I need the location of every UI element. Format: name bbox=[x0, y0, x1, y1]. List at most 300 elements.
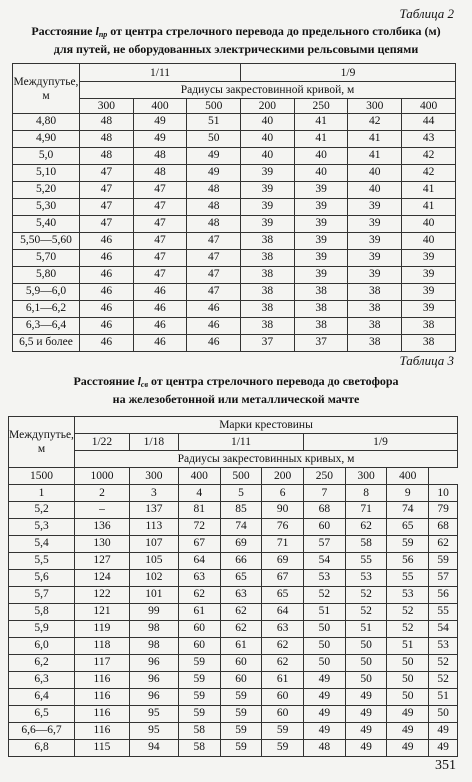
table3-mezh-cell: 5,4 bbox=[9, 536, 75, 553]
table3-value-cell: 49 bbox=[304, 689, 346, 706]
table2-mezh-cell: 6,1—6,2 bbox=[13, 301, 80, 318]
table3-value-cell: 85 bbox=[220, 502, 262, 519]
table3-value-cell: 50 bbox=[345, 638, 387, 655]
table3-value-cell: 95 bbox=[129, 723, 178, 740]
table3-value-cell: 59 bbox=[262, 740, 304, 757]
table3-value-cell: 60 bbox=[220, 655, 262, 672]
table3-value-cell: 56 bbox=[387, 553, 429, 570]
table3-radius-header: 400 bbox=[178, 468, 220, 485]
table3-value-cell: 49 bbox=[345, 689, 387, 706]
table2-value-cell: 38 bbox=[241, 301, 295, 318]
table3-value-cell: 62 bbox=[262, 638, 304, 655]
table3-value-cell: 50 bbox=[345, 672, 387, 689]
table2-radius-header: 300 bbox=[348, 99, 402, 114]
table3-value-cell: 60 bbox=[262, 689, 304, 706]
table2-value-cell: 39 bbox=[241, 216, 295, 233]
table3-value-cell: 52 bbox=[387, 604, 429, 621]
table3-value-cell: 59 bbox=[387, 536, 429, 553]
table3-value-cell: 51 bbox=[345, 621, 387, 638]
table3-value-cell: 116 bbox=[75, 706, 130, 723]
table2-value-cell: 38 bbox=[348, 284, 402, 301]
table3-radius-header: 300 bbox=[129, 468, 178, 485]
table3-value-cell: 61 bbox=[178, 604, 220, 621]
table3-value-cell: 50 bbox=[345, 655, 387, 672]
table2-value-cell: 40 bbox=[348, 182, 402, 199]
table3-radius-header: 1000 bbox=[75, 468, 130, 485]
table-row bbox=[9, 502, 458, 519]
table3-caption-sub: св bbox=[140, 380, 149, 389]
table3-value-cell: 50 bbox=[387, 655, 429, 672]
table3-column-number: 9 bbox=[387, 485, 429, 502]
table-row bbox=[9, 723, 458, 740]
table-row bbox=[9, 519, 458, 536]
table2-value-cell: 47 bbox=[80, 199, 134, 216]
table3-value-cell: 48 bbox=[304, 740, 346, 757]
table3-column-number: 2 bbox=[75, 485, 130, 502]
table3-value-cell: 98 bbox=[129, 621, 178, 638]
table3-value-cell: 59 bbox=[429, 553, 458, 570]
table3-value-cell: 52 bbox=[345, 604, 387, 621]
table3-value-cell: 122 bbox=[75, 587, 130, 604]
table2-value-cell: 42 bbox=[348, 114, 402, 131]
table3-radius-header: 500 bbox=[220, 468, 262, 485]
table3-value-cell: 49 bbox=[387, 740, 429, 757]
table3-value-cell: 59 bbox=[178, 672, 220, 689]
table2-value-cell: 48 bbox=[187, 216, 241, 233]
table3-value-cell: 49 bbox=[387, 706, 429, 723]
table2-value-cell: 39 bbox=[348, 233, 402, 250]
table2-value-cell: 47 bbox=[133, 216, 187, 233]
table3-column-number: 4 bbox=[178, 485, 220, 502]
table3-value-cell: 124 bbox=[75, 570, 130, 587]
table3-column-number: 7 bbox=[304, 485, 346, 502]
table3-value-cell: 59 bbox=[178, 689, 220, 706]
table2-value-cell: 47 bbox=[133, 182, 187, 199]
table2-value-cell: 47 bbox=[80, 165, 134, 182]
table2-value-cell: 48 bbox=[80, 131, 134, 148]
table2-radius-header: 300 bbox=[80, 99, 134, 114]
table3-caption-prefix: Расстояние bbox=[73, 374, 138, 388]
table2-value-cell: 41 bbox=[348, 131, 402, 148]
table2-value-cell: 40 bbox=[348, 165, 402, 182]
table-row bbox=[13, 199, 456, 216]
table3-value-cell: 121 bbox=[75, 604, 130, 621]
table2-value-cell: 49 bbox=[133, 114, 187, 131]
table3-value-cell: 50 bbox=[387, 672, 429, 689]
table2-value-cell: 47 bbox=[187, 284, 241, 301]
table2-mezh-cell: 5,10 bbox=[13, 165, 80, 182]
table2-value-cell: 39 bbox=[294, 250, 348, 267]
table3-value-cell: 53 bbox=[429, 638, 458, 655]
table3-value-cell: 105 bbox=[129, 553, 178, 570]
table2-value-cell: 38 bbox=[241, 318, 295, 335]
table2-value-cell: 46 bbox=[187, 335, 241, 352]
table-row bbox=[9, 553, 458, 570]
table3-value-cell: 53 bbox=[387, 587, 429, 604]
table2-value-cell: 39 bbox=[294, 199, 348, 216]
table-row bbox=[13, 182, 456, 199]
table2-value-cell: 48 bbox=[133, 148, 187, 165]
table2-caption-prefix: Расстояние bbox=[31, 24, 96, 38]
table2-radius-header: 250 bbox=[294, 99, 348, 114]
table2-head-mezh: Междупутье, м bbox=[13, 64, 80, 114]
table3-value-cell: 71 bbox=[345, 502, 387, 519]
table2-value-cell: 46 bbox=[133, 335, 187, 352]
table3-value-cell: 57 bbox=[304, 536, 346, 553]
table2-value-cell: 41 bbox=[294, 114, 348, 131]
table3-radius-header: 1500 bbox=[9, 468, 75, 485]
table2-value-cell: 38 bbox=[241, 233, 295, 250]
table2-value-cell: 46 bbox=[133, 318, 187, 335]
table3-value-cell: – bbox=[75, 502, 130, 519]
table3-value-cell: 61 bbox=[262, 672, 304, 689]
table2-group-1-11: 1/11 bbox=[80, 64, 241, 82]
table3-value-cell: 50 bbox=[304, 621, 346, 638]
table-row bbox=[9, 587, 458, 604]
table2-value-cell: 39 bbox=[402, 267, 456, 284]
table3-marks-head: Марки крестовины bbox=[75, 417, 458, 434]
table2-value-cell: 39 bbox=[402, 250, 456, 267]
table-row bbox=[9, 604, 458, 621]
table2-value-cell: 40 bbox=[402, 233, 456, 250]
table-row bbox=[13, 114, 456, 131]
table2-mezh-cell: 6,5 и более bbox=[13, 335, 80, 352]
table2-value-cell: 47 bbox=[187, 233, 241, 250]
table2-mezh-cell: 5,30 bbox=[13, 199, 80, 216]
table3-value-cell: 63 bbox=[262, 621, 304, 638]
table3-column-number: 1 bbox=[9, 485, 75, 502]
table2-caption-line2: для путей, не оборудованных электрическими рельсовыми цепями bbox=[53, 42, 419, 56]
table2-value-cell: 47 bbox=[80, 216, 134, 233]
table3-value-cell: 58 bbox=[178, 723, 220, 740]
table2-caption-suffix: от центра стрелочного перевода до предельного столбика (м) bbox=[107, 24, 441, 38]
table3-value-cell: 61 bbox=[220, 638, 262, 655]
table3-value-cell: 119 bbox=[75, 621, 130, 638]
table-row bbox=[13, 250, 456, 267]
table3-radii-head: Радиусы закрестовинных кривых, м bbox=[75, 451, 458, 468]
table2-value-cell: 39 bbox=[348, 199, 402, 216]
table3-value-cell: 74 bbox=[220, 519, 262, 536]
table3-value-cell: 65 bbox=[387, 519, 429, 536]
table2-mezh-cell: 6,3—6,4 bbox=[13, 318, 80, 335]
table3-value-cell: 59 bbox=[220, 723, 262, 740]
table3-value-cell: 117 bbox=[75, 655, 130, 672]
table2-value-cell: 39 bbox=[294, 233, 348, 250]
table3-value-cell: 136 bbox=[75, 519, 130, 536]
table3-value-cell: 51 bbox=[304, 604, 346, 621]
table3-value-cell: 49 bbox=[429, 740, 458, 757]
table3-value-cell: 95 bbox=[129, 706, 178, 723]
table3-mezh-cell: 5,8 bbox=[9, 604, 75, 621]
table2-value-cell: 39 bbox=[241, 182, 295, 199]
table3-value-cell: 52 bbox=[429, 672, 458, 689]
table3-mezh-cell: 6,0 bbox=[9, 638, 75, 655]
table3-radius-header: 250 bbox=[304, 468, 346, 485]
table3-value-cell: 74 bbox=[387, 502, 429, 519]
table2-mezh-cell: 5,40 bbox=[13, 216, 80, 233]
table3-value-cell: 59 bbox=[220, 706, 262, 723]
table3-value-cell: 63 bbox=[220, 587, 262, 604]
table2-value-cell: 48 bbox=[187, 182, 241, 199]
table2-value-cell: 39 bbox=[294, 182, 348, 199]
table3-value-cell: 90 bbox=[262, 502, 304, 519]
table2-value-cell: 40 bbox=[241, 114, 295, 131]
table3-value-cell: 96 bbox=[129, 655, 178, 672]
table3-caption-suffix: от центра стрелочного перевода до светофора bbox=[148, 374, 399, 388]
table3-mezh-cell: 5,3 bbox=[9, 519, 75, 536]
table3-radius-header: 400 bbox=[387, 468, 429, 485]
table2-value-cell: 39 bbox=[348, 250, 402, 267]
table3-value-cell: 66 bbox=[220, 553, 262, 570]
table2-value-cell: 38 bbox=[294, 301, 348, 318]
table3-value-cell: 52 bbox=[429, 655, 458, 672]
table-row bbox=[9, 740, 458, 757]
table2-value-cell: 38 bbox=[348, 301, 402, 318]
table3-mark-1-9: 1/9 bbox=[304, 434, 458, 451]
table2-value-cell: 39 bbox=[348, 216, 402, 233]
table2-value-cell: 47 bbox=[133, 267, 187, 284]
table2-value-cell: 43 bbox=[402, 131, 456, 148]
table-row bbox=[13, 301, 456, 318]
table3-value-cell: 51 bbox=[429, 689, 458, 706]
table3-head-mezh: Междупутье, м bbox=[9, 417, 75, 468]
table3-value-cell: 118 bbox=[75, 638, 130, 655]
table-row bbox=[13, 284, 456, 301]
table3-value-cell: 96 bbox=[129, 689, 178, 706]
page-number: 351 bbox=[435, 758, 456, 773]
table3-value-cell: 67 bbox=[178, 536, 220, 553]
table3-value-cell: 60 bbox=[178, 638, 220, 655]
table3-value-cell: 137 bbox=[129, 502, 178, 519]
table2-value-cell: 46 bbox=[80, 284, 134, 301]
table3-value-cell: 62 bbox=[220, 604, 262, 621]
table3-value-cell: 49 bbox=[304, 672, 346, 689]
table2-value-cell: 38 bbox=[402, 335, 456, 352]
table2-value-cell: 41 bbox=[402, 199, 456, 216]
table3-value-cell: 52 bbox=[304, 587, 346, 604]
table3-value-cell: 72 bbox=[178, 519, 220, 536]
table3-value-cell: 79 bbox=[429, 502, 458, 519]
table-row bbox=[13, 335, 456, 352]
table3-value-cell: 115 bbox=[75, 740, 130, 757]
table3-value-cell: 59 bbox=[262, 723, 304, 740]
table3-value-cell: 50 bbox=[429, 706, 458, 723]
table3-mezh-cell: 6,8 bbox=[9, 740, 75, 757]
table2-mezh-cell: 5,20 bbox=[13, 182, 80, 199]
table3-value-cell: 55 bbox=[387, 570, 429, 587]
table3-value-cell: 58 bbox=[178, 740, 220, 757]
table2-value-cell: 39 bbox=[241, 199, 295, 216]
table3-value-cell: 53 bbox=[345, 570, 387, 587]
table3-value-cell: 49 bbox=[387, 723, 429, 740]
table3-caption bbox=[0, 374, 472, 407]
table2-value-cell: 46 bbox=[133, 284, 187, 301]
table3 bbox=[8, 416, 458, 757]
table3-value-cell: 63 bbox=[178, 570, 220, 587]
table2-value-cell: 42 bbox=[402, 165, 456, 182]
table3-value-cell: 60 bbox=[220, 672, 262, 689]
table3-value-cell: 60 bbox=[304, 519, 346, 536]
table-row bbox=[13, 165, 456, 182]
table3-value-cell: 116 bbox=[75, 723, 130, 740]
table2-mezh-cell: 4,90 bbox=[13, 131, 80, 148]
table2-value-cell: 41 bbox=[294, 131, 348, 148]
table2-value-cell: 46 bbox=[187, 301, 241, 318]
table2-value-cell: 44 bbox=[402, 114, 456, 131]
table3-value-cell: 65 bbox=[262, 587, 304, 604]
table3-value-cell: 52 bbox=[387, 621, 429, 638]
table3-value-cell: 59 bbox=[178, 655, 220, 672]
table2 bbox=[12, 63, 456, 352]
table2-value-cell: 46 bbox=[80, 318, 134, 335]
table3-value-cell: 50 bbox=[304, 655, 346, 672]
table3-value-cell: 59 bbox=[220, 689, 262, 706]
table2-value-cell: 47 bbox=[187, 267, 241, 284]
table2-radii-head: Радиусы закрестовинной кривой, м bbox=[80, 82, 456, 99]
table2-value-cell: 49 bbox=[187, 148, 241, 165]
table2-radius-header: 400 bbox=[402, 99, 456, 114]
table2-caption-var: l bbox=[95, 24, 99, 38]
table3-value-cell: 50 bbox=[304, 638, 346, 655]
table2-value-cell: 47 bbox=[80, 182, 134, 199]
table3-column-number: 8 bbox=[345, 485, 387, 502]
table3-caption-var: l bbox=[137, 374, 141, 388]
table2-value-cell: 48 bbox=[187, 199, 241, 216]
table3-value-cell: 99 bbox=[129, 604, 178, 621]
table3-mark-1-11: 1/11 bbox=[178, 434, 303, 451]
table2-value-cell: 37 bbox=[294, 335, 348, 352]
table3-column-number: 5 bbox=[220, 485, 262, 502]
table3-value-cell: 113 bbox=[129, 519, 178, 536]
table3-column-number: 3 bbox=[129, 485, 178, 502]
table3-value-cell: 130 bbox=[75, 536, 130, 553]
table3-value-cell: 56 bbox=[429, 587, 458, 604]
table2-value-cell: 39 bbox=[348, 267, 402, 284]
table2-mezh-cell: 5,80 bbox=[13, 267, 80, 284]
table2-value-cell: 40 bbox=[294, 165, 348, 182]
table3-value-cell: 60 bbox=[178, 621, 220, 638]
table-row bbox=[9, 672, 458, 689]
table2-value-cell: 46 bbox=[80, 301, 134, 318]
table3-value-cell: 50 bbox=[387, 689, 429, 706]
table3-value-cell: 59 bbox=[178, 706, 220, 723]
table3-mezh-cell: 6,6—6,7 bbox=[9, 723, 75, 740]
table3-value-cell: 65 bbox=[220, 570, 262, 587]
table3-column-number: 6 bbox=[262, 485, 304, 502]
table2-value-cell: 48 bbox=[133, 165, 187, 182]
table3-value-cell: 68 bbox=[304, 502, 346, 519]
table-row bbox=[9, 655, 458, 672]
table2-value-cell: 40 bbox=[294, 148, 348, 165]
table3-value-cell: 57 bbox=[429, 570, 458, 587]
table3-value-cell: 98 bbox=[129, 638, 178, 655]
table3-value-cell: 94 bbox=[129, 740, 178, 757]
table2-value-cell: 38 bbox=[294, 284, 348, 301]
table3-value-cell: 59 bbox=[220, 740, 262, 757]
table2-mezh-cell: 5,9—6,0 bbox=[13, 284, 80, 301]
table3-value-cell: 62 bbox=[262, 655, 304, 672]
table-row bbox=[9, 570, 458, 587]
table3-value-cell: 62 bbox=[220, 621, 262, 638]
table3-value-cell: 64 bbox=[262, 604, 304, 621]
table-row bbox=[13, 318, 456, 335]
table3-column-number: 10 bbox=[429, 485, 458, 502]
table3-value-cell: 107 bbox=[129, 536, 178, 553]
table3-value-cell: 55 bbox=[429, 604, 458, 621]
table3-value-cell: 69 bbox=[220, 536, 262, 553]
table2-value-cell: 38 bbox=[241, 267, 295, 284]
table2-value-cell: 37 bbox=[241, 335, 295, 352]
table3-mezh-cell: 5,5 bbox=[9, 553, 75, 570]
table2-value-cell: 42 bbox=[402, 148, 456, 165]
table3-value-cell: 116 bbox=[75, 689, 130, 706]
table2-value-cell: 46 bbox=[80, 267, 134, 284]
table3-value-cell: 69 bbox=[262, 553, 304, 570]
table3-value-cell: 49 bbox=[304, 723, 346, 740]
table3-value-cell: 49 bbox=[345, 706, 387, 723]
table2-mezh-cell: 5,70 bbox=[13, 250, 80, 267]
table3-caption-line2: на железобетонной или металлической мачте bbox=[112, 392, 360, 406]
table2-mezh-cell: 5,0 bbox=[13, 148, 80, 165]
table3-value-cell: 102 bbox=[129, 570, 178, 587]
table3-value-cell: 62 bbox=[429, 536, 458, 553]
table3-value-cell: 116 bbox=[75, 672, 130, 689]
table3-value-cell: 49 bbox=[345, 723, 387, 740]
table3-value-cell: 71 bbox=[262, 536, 304, 553]
table3-value-cell: 52 bbox=[345, 587, 387, 604]
table2-value-cell: 39 bbox=[402, 301, 456, 318]
table2-value-cell: 39 bbox=[294, 267, 348, 284]
table2-value-cell: 47 bbox=[133, 250, 187, 267]
table-row bbox=[13, 233, 456, 250]
table3-mezh-cell: 5,6 bbox=[9, 570, 75, 587]
table2-value-cell: 39 bbox=[294, 216, 348, 233]
table-row bbox=[13, 148, 456, 165]
table3-value-cell: 67 bbox=[262, 570, 304, 587]
table2-value-cell: 40 bbox=[402, 216, 456, 233]
table2-value-cell: 46 bbox=[80, 233, 134, 250]
table2-value-cell: 40 bbox=[241, 131, 295, 148]
table3-mezh-cell: 5,2 bbox=[9, 502, 75, 519]
table2-value-cell: 39 bbox=[241, 165, 295, 182]
table2-value-cell: 49 bbox=[133, 131, 187, 148]
table2-caption bbox=[0, 24, 472, 57]
table-row bbox=[9, 689, 458, 706]
table3-value-cell: 58 bbox=[345, 536, 387, 553]
table-row bbox=[13, 267, 456, 284]
table3-value-cell: 55 bbox=[345, 553, 387, 570]
table2-value-cell: 48 bbox=[80, 148, 134, 165]
table3-value-cell: 49 bbox=[345, 740, 387, 757]
table3-radius-header: 200 bbox=[262, 468, 304, 485]
table2-value-cell: 46 bbox=[80, 335, 134, 352]
table2-value-cell: 38 bbox=[241, 250, 295, 267]
table2-value-cell: 48 bbox=[80, 114, 134, 131]
table2-value-cell: 39 bbox=[402, 284, 456, 301]
table3-mark-1-22: 1/22 bbox=[75, 434, 130, 451]
table2-group-1-9: 1/9 bbox=[241, 64, 456, 82]
table2-mezh-cell: 5,50—5,60 bbox=[13, 233, 80, 250]
table-row bbox=[9, 638, 458, 655]
table2-value-cell: 46 bbox=[80, 250, 134, 267]
table2-radius-header: 500 bbox=[187, 99, 241, 114]
table2-value-cell: 47 bbox=[133, 199, 187, 216]
table2-value-cell: 38 bbox=[241, 284, 295, 301]
table2-value-cell: 38 bbox=[348, 318, 402, 335]
table-row bbox=[9, 621, 458, 638]
table2-value-cell: 47 bbox=[187, 250, 241, 267]
table2-value-cell: 40 bbox=[241, 148, 295, 165]
